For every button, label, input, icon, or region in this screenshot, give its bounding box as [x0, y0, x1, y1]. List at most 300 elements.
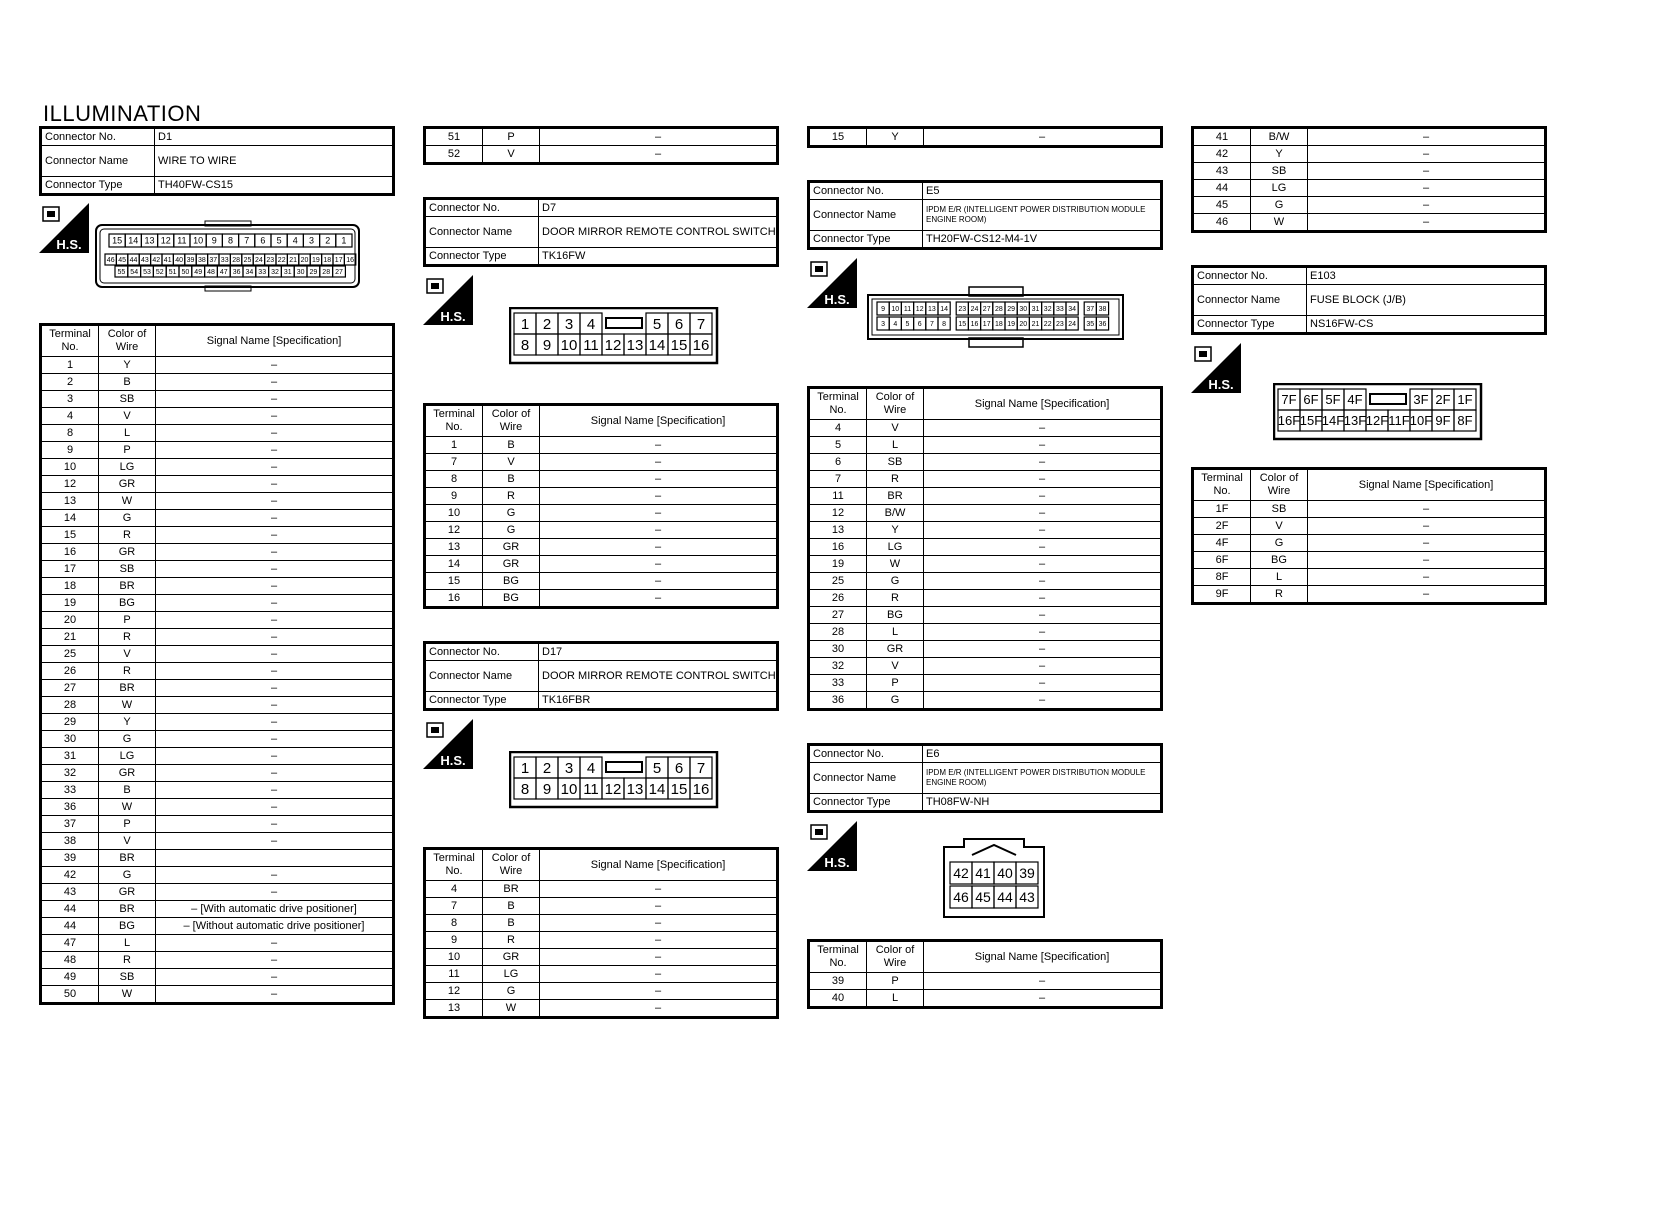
terminal-pin-label: 12 [915, 306, 924, 314]
terminal-pin-label: 13 [626, 780, 644, 798]
terminal-pin-label: 31 [1031, 306, 1040, 314]
terminal-pin-label: 2 [325, 235, 331, 246]
signal-name-cell: – [156, 459, 394, 476]
signal-table-d7 [423, 403, 779, 609]
signal-name-cell: – [156, 578, 394, 595]
signal-name-cell: – [156, 680, 394, 697]
terminal-no-cell: 25 [809, 573, 867, 590]
harness-side-icon [39, 203, 89, 253]
signal-name-cell: – [540, 573, 778, 590]
wire-color-cell: W [483, 1000, 540, 1018]
terminal-no-cell: 7 [809, 471, 867, 488]
connector-diagram-e6 [807, 813, 1163, 939]
wire-color-cell: G [99, 510, 156, 527]
signal-name-cell: – [540, 539, 778, 556]
terminal-no-cell: 48 [41, 952, 99, 969]
signal-name-cell: – [924, 471, 1162, 488]
terminal-no-cell: 19 [41, 595, 99, 612]
wire-color-cell: R [99, 663, 156, 680]
terminal-no-cell: 33 [41, 782, 99, 799]
terminal-pin-label: 3 [881, 321, 886, 329]
terminal-pin-label: 9F [1435, 413, 1451, 429]
table-row [41, 425, 394, 442]
table-row [41, 935, 394, 952]
terminal-no-cell: 12 [41, 476, 99, 493]
signal-table-e6-continued [1191, 126, 1547, 233]
table-row [809, 505, 1162, 522]
wire-color-cell: Y [99, 714, 156, 731]
connector-type-value: TH40FW-CS15 [155, 177, 394, 195]
table-row [809, 539, 1162, 556]
signal-table-e6 [807, 939, 1163, 1009]
signal-name-cell: – [156, 510, 394, 527]
wire-color-cell: B/W [1251, 128, 1308, 146]
terminal-pin-label: 15 [112, 235, 123, 246]
terminal-no-cell: 10 [425, 505, 483, 522]
signal-name-cell: – [924, 973, 1162, 990]
table-row [1193, 197, 1546, 214]
signal-name-cell: – [924, 658, 1162, 675]
wire-color-cell: GR [99, 884, 156, 901]
svg-text:H.S.: H.S. [1208, 377, 1234, 392]
wire-color-cell: G [483, 522, 540, 539]
table-row [809, 675, 1162, 692]
wire-color-cell: BR [99, 901, 156, 918]
terminal-pin-label: 8F [1457, 413, 1473, 429]
wire-color-cell: LG [99, 459, 156, 476]
terminal-no-cell: 38 [41, 833, 99, 850]
terminal-pin-label: 39 [1019, 865, 1035, 882]
signal-table-d17-continued [807, 126, 1163, 148]
table-row [41, 731, 394, 748]
connector-no-value: D17 [539, 643, 778, 661]
connector-key-slot [606, 318, 642, 328]
signal-name-cell: – [156, 493, 394, 510]
table-row [425, 505, 778, 522]
wire-color-cell: P [99, 612, 156, 629]
connector-name-label: Connector Name [809, 200, 923, 231]
terminal-pin-label: 41 [975, 865, 991, 882]
terminal-no-cell: 51 [425, 128, 483, 146]
terminal-pin-label: 2 [542, 759, 552, 777]
wire-color-cell: LG [1251, 180, 1308, 197]
connector-no-label: Connector No. [425, 643, 539, 661]
terminal-pin-label: 36 [232, 269, 241, 277]
terminal-no-cell: 52 [425, 146, 483, 164]
svg-text:H.S.: H.S. [824, 292, 850, 307]
wire-color-cell: R [99, 952, 156, 969]
terminal-pin-label: 43 [1019, 889, 1035, 906]
wire-color-cell: Y [1251, 146, 1308, 163]
signal-name-cell: – [540, 556, 778, 573]
table-row [1193, 214, 1546, 232]
terminal-pin-label: 45 [118, 257, 126, 265]
table-row [41, 986, 394, 1004]
connector-name-value: WIRE TO WIRE [155, 146, 394, 177]
table-row [809, 641, 1162, 658]
table-row [41, 374, 394, 391]
signal-name-cell: – [156, 884, 394, 901]
terminal-no-cell: 12 [809, 505, 867, 522]
terminal-no-cell: 49 [41, 969, 99, 986]
signal-name-cell: – [924, 990, 1162, 1008]
table-row [41, 629, 394, 646]
wire-color-cell: W [1251, 214, 1308, 232]
connector-face-e5 [867, 286, 1125, 348]
terminal-pin-label: 22 [277, 257, 286, 265]
signal-name-cell: – [1308, 501, 1546, 518]
wire-color-cell: SB [1251, 501, 1308, 518]
connector-info-e5 [807, 180, 1163, 250]
signal-table-d1 [39, 323, 395, 1005]
terminal-no-header: Terminal No. [425, 405, 483, 437]
table-row [809, 437, 1162, 454]
harness-side-icon [807, 258, 857, 308]
terminal-pin-label: 4 [586, 759, 596, 777]
signal-name-cell: – [156, 391, 394, 408]
signal-name-cell: – [156, 527, 394, 544]
table-row [1193, 586, 1546, 604]
signal-table-d17 [423, 847, 779, 1019]
signal-name-cell: – [540, 471, 778, 488]
terminal-pin-label: 15 [670, 336, 688, 354]
table-row [41, 850, 394, 867]
terminal-pin-label: 12F [1365, 413, 1389, 429]
terminal-pin-label: 14 [648, 336, 666, 354]
terminal-no-cell: 8F [1193, 569, 1251, 586]
connector-diagram-d17 [423, 711, 779, 847]
wire-color-cell: L [867, 437, 924, 454]
connector-name-value: FUSE BLOCK (J/B) [1307, 285, 1546, 316]
terminal-no-header: Terminal No. [809, 388, 867, 420]
terminal-no-cell: 12 [425, 983, 483, 1000]
terminal-pin-label: 9 [881, 306, 886, 314]
wire-color-cell: P [483, 128, 540, 146]
terminal-pin-label: 9 [542, 780, 552, 798]
signal-table-e5 [807, 386, 1163, 711]
signal-name-cell: – [924, 675, 1162, 692]
terminal-pin-label: 51 [168, 269, 177, 277]
terminal-no-cell: 47 [41, 935, 99, 952]
wire-color-cell: G [483, 505, 540, 522]
signal-name-cell: – [924, 692, 1162, 710]
terminal-pin-label: 8 [520, 336, 530, 354]
terminal-pin-label: 5 [652, 315, 662, 333]
connector-name-label: Connector Name [1193, 285, 1307, 316]
terminal-pin-label: 1 [341, 235, 347, 246]
terminal-no-cell: 50 [41, 986, 99, 1004]
wire-color-cell: BG [99, 918, 156, 935]
terminal-pin-label: 18 [995, 321, 1003, 329]
terminal-pin-label: 19 [1007, 321, 1015, 329]
terminal-no-cell: 15 [425, 573, 483, 590]
signal-name-cell: – [540, 454, 778, 471]
wire-color-cell: B/W [867, 505, 924, 522]
terminal-pin-label: 17 [982, 321, 991, 329]
terminal-pin-label: 4 [893, 321, 898, 329]
signal-name-cell: – [1308, 535, 1546, 552]
wire-color-cell: GR [867, 641, 924, 658]
terminal-no-cell: 9F [1193, 586, 1251, 604]
table-row [809, 624, 1162, 641]
terminal-pin-label: 7 [696, 759, 706, 777]
terminal-no-cell: 19 [809, 556, 867, 573]
signal-name-cell: – [540, 437, 778, 454]
signal-name-cell: – [156, 646, 394, 663]
table-row [809, 573, 1162, 590]
signal-name-cell: – [1308, 214, 1546, 232]
table-row [1193, 128, 1546, 146]
wire-color-cell: R [1251, 586, 1308, 604]
terminal-pin-label: 33 [258, 269, 267, 277]
terminal-pin-label: 38 [1098, 306, 1107, 314]
wire-color-cell: G [1251, 535, 1308, 552]
wire-color-cell: Y [99, 357, 156, 374]
wire-color-cell: B [483, 898, 540, 915]
terminal-no-cell: 8 [425, 471, 483, 488]
terminal-pin-label: 12 [604, 780, 622, 798]
table-row [41, 527, 394, 544]
svg-text:H.S.: H.S. [440, 309, 466, 324]
table-row [809, 420, 1162, 437]
terminal-pin-label: 40 [175, 257, 183, 265]
table-row [425, 1000, 778, 1018]
table-row [425, 949, 778, 966]
wire-color-cell: BR [99, 578, 156, 595]
terminal-no-cell: 5 [809, 437, 867, 454]
signal-name-cell: – [156, 595, 394, 612]
terminal-no-cell: 8 [425, 915, 483, 932]
terminal-no-cell: 15 [41, 527, 99, 544]
terminal-no-cell: 31 [41, 748, 99, 765]
signal-name-cell: – [156, 867, 394, 884]
table-row [41, 578, 394, 595]
terminal-pin-label: 30 [1019, 306, 1028, 314]
wire-color-cell: BR [99, 680, 156, 697]
signal-name-cell: – [Without automatic drive positioner] [156, 918, 394, 935]
terminal-no-cell: 36 [41, 799, 99, 816]
connector-name-label: Connector Name [425, 661, 539, 692]
terminal-no-cell: 9 [41, 442, 99, 459]
terminal-no-cell: 20 [41, 612, 99, 629]
terminal-pin-label: 11F [1388, 413, 1410, 429]
signal-name-cell: – [540, 915, 778, 932]
table-row [41, 901, 394, 918]
wire-color-cell: LG [867, 539, 924, 556]
connector-face-e6 [942, 837, 1046, 919]
table-row [1193, 535, 1546, 552]
terminal-pin-label: 3 [564, 759, 574, 777]
connector-type-label: Connector Type [425, 248, 539, 266]
terminal-pin-label: 24 [1068, 321, 1076, 329]
signal-name-cell: – [924, 488, 1162, 505]
terminal-pin-label: 10F [1409, 413, 1433, 429]
wire-color-cell: BG [99, 595, 156, 612]
connector-type-value: TK16FBR [539, 692, 778, 710]
terminal-pin-label: 23 [958, 306, 967, 314]
page-title: ILLUMINATION [43, 101, 202, 126]
wire-color-cell: V [483, 146, 540, 164]
table-row [41, 493, 394, 510]
terminal-no-cell: 41 [1193, 128, 1251, 146]
terminal-pin-label: 4F [1347, 392, 1363, 408]
signal-name-cell: – [540, 128, 778, 146]
terminal-pin-label: 37 [209, 257, 218, 265]
terminal-pin-label: 47 [219, 269, 228, 277]
wire-color-cell: W [99, 493, 156, 510]
terminal-pin-label: 13F [1343, 413, 1367, 429]
color-of-wire-header: Color of Wire [1251, 469, 1308, 501]
terminal-no-cell: 7 [425, 898, 483, 915]
table-row [425, 966, 778, 983]
terminal-pin-label: 34 [1068, 306, 1076, 314]
table-row [425, 556, 778, 573]
connector-info-d7 [423, 197, 779, 267]
terminal-pin-label: 18 [323, 257, 332, 265]
terminal-no-cell: 2F [1193, 518, 1251, 535]
signal-name-cell [156, 850, 394, 867]
wire-color-cell: LG [483, 966, 540, 983]
terminal-pin-label: 39 [186, 257, 195, 265]
terminal-no-cell: 27 [41, 680, 99, 697]
wire-color-cell: G [867, 692, 924, 710]
table-row [41, 884, 394, 901]
connector-no-value: E5 [923, 182, 1162, 200]
terminal-pin-label: 28 [322, 269, 331, 277]
terminal-pin-label: 32 [1043, 306, 1052, 314]
table-row [809, 488, 1162, 505]
terminal-pin-label: 41 [163, 257, 172, 265]
wire-color-cell: SB [99, 561, 156, 578]
table-row [809, 522, 1162, 539]
terminal-pin-label: 22 [1043, 321, 1052, 329]
terminal-pin-label: 6 [674, 315, 684, 333]
signal-name-cell: – [540, 1000, 778, 1018]
terminal-pin-label: 15 [670, 780, 688, 798]
connector-diagram-e103 [1191, 335, 1547, 467]
signal-name-header: Signal Name [Specification] [540, 849, 778, 881]
wire-color-cell: P [867, 973, 924, 990]
signal-name-cell: – [1308, 552, 1546, 569]
terminal-no-cell: 40 [809, 990, 867, 1008]
terminal-no-cell: 43 [41, 884, 99, 901]
terminal-no-cell: 13 [425, 1000, 483, 1018]
terminal-pin-label: 42 [953, 865, 969, 882]
terminal-no-cell: 4 [809, 420, 867, 437]
connector-info-d17 [423, 641, 779, 711]
signal-name-cell: – [924, 437, 1162, 454]
terminal-pin-label: 14 [648, 780, 666, 798]
connector-info-d1 [39, 126, 395, 196]
table-row [41, 408, 394, 425]
table-row [425, 146, 778, 164]
connector-key-slot [1370, 394, 1406, 404]
wire-color-cell: BG [483, 573, 540, 590]
terminal-pin-label: 1F [1457, 392, 1473, 408]
terminal-no-cell: 42 [1193, 146, 1251, 163]
signal-name-cell: – [1308, 146, 1546, 163]
connector-diagram-e5 [807, 250, 1163, 386]
wire-color-cell: SB [867, 454, 924, 471]
terminal-no-cell: 4F [1193, 535, 1251, 552]
signal-name-cell: – [1308, 128, 1546, 146]
terminal-pin-label: 6 [260, 235, 266, 246]
terminal-no-cell: 14 [425, 556, 483, 573]
table-row [41, 765, 394, 782]
terminal-no-cell: 28 [41, 697, 99, 714]
column-2 [423, 126, 779, 1019]
connector-no-value: E6 [923, 745, 1162, 763]
terminal-no-cell: 2 [41, 374, 99, 391]
wire-color-cell: GR [483, 949, 540, 966]
terminal-no-cell: 15 [809, 128, 867, 147]
terminal-no-cell: 1 [425, 437, 483, 454]
wire-color-cell: V [867, 420, 924, 437]
signal-table-d1-continued [423, 126, 779, 165]
terminal-pin-label: 20 [1019, 321, 1028, 329]
terminal-pin-label: 27 [335, 269, 343, 277]
signal-name-cell: – [156, 374, 394, 391]
terminal-no-cell: 17 [41, 561, 99, 578]
terminal-no-cell: 28 [809, 624, 867, 641]
wire-color-cell: BR [867, 488, 924, 505]
wire-color-cell: P [99, 816, 156, 833]
table-row [41, 952, 394, 969]
svg-text:H.S.: H.S. [824, 855, 850, 870]
connector-no-value: E103 [1307, 267, 1546, 285]
terminal-no-cell: 36 [809, 692, 867, 710]
table-row [41, 816, 394, 833]
table-row [809, 590, 1162, 607]
table-row [809, 607, 1162, 624]
table-row [1193, 518, 1546, 535]
connector-face-d7 [509, 307, 719, 365]
terminal-pin-label: 5 [276, 235, 282, 246]
signal-name-cell: – [540, 983, 778, 1000]
table-row [425, 983, 778, 1000]
terminal-pin-label: 8 [520, 780, 530, 798]
terminal-pin-label: 23 [266, 257, 275, 265]
connector-no-label: Connector No. [1193, 267, 1307, 285]
wire-color-cell: R [867, 471, 924, 488]
terminal-pin-label: 23 [1056, 321, 1064, 329]
terminal-no-cell: 13 [41, 493, 99, 510]
wire-color-cell: SB [99, 969, 156, 986]
connector-name-label: Connector Name [41, 146, 155, 177]
terminal-no-cell: 16 [809, 539, 867, 556]
wire-color-cell: G [867, 573, 924, 590]
terminal-pin-label: 34 [245, 269, 254, 277]
terminal-pin-label: 43 [141, 257, 149, 265]
terminal-pin-label: 1 [520, 759, 530, 777]
table-row [425, 522, 778, 539]
connector-face-d1 [95, 220, 361, 292]
signal-name-cell: – [1308, 569, 1546, 586]
terminal-no-cell: 44 [41, 918, 99, 935]
terminal-pin-label: 24 [970, 306, 979, 314]
table-row [41, 969, 394, 986]
terminal-pin-label: 7 [244, 235, 250, 246]
terminal-pin-label: 20 [300, 257, 309, 265]
table-row [809, 454, 1162, 471]
connector-name-value: DOOR MIRROR REMOTE CONTROL SWITCH [539, 661, 778, 692]
wire-color-cell: R [99, 629, 156, 646]
terminal-pin-label: 50 [181, 269, 190, 277]
terminal-pin-label: 1 [520, 315, 530, 333]
table-row [809, 128, 1162, 147]
connector-type-label: Connector Type [425, 692, 539, 710]
terminal-pin-label: 3 [564, 315, 574, 333]
